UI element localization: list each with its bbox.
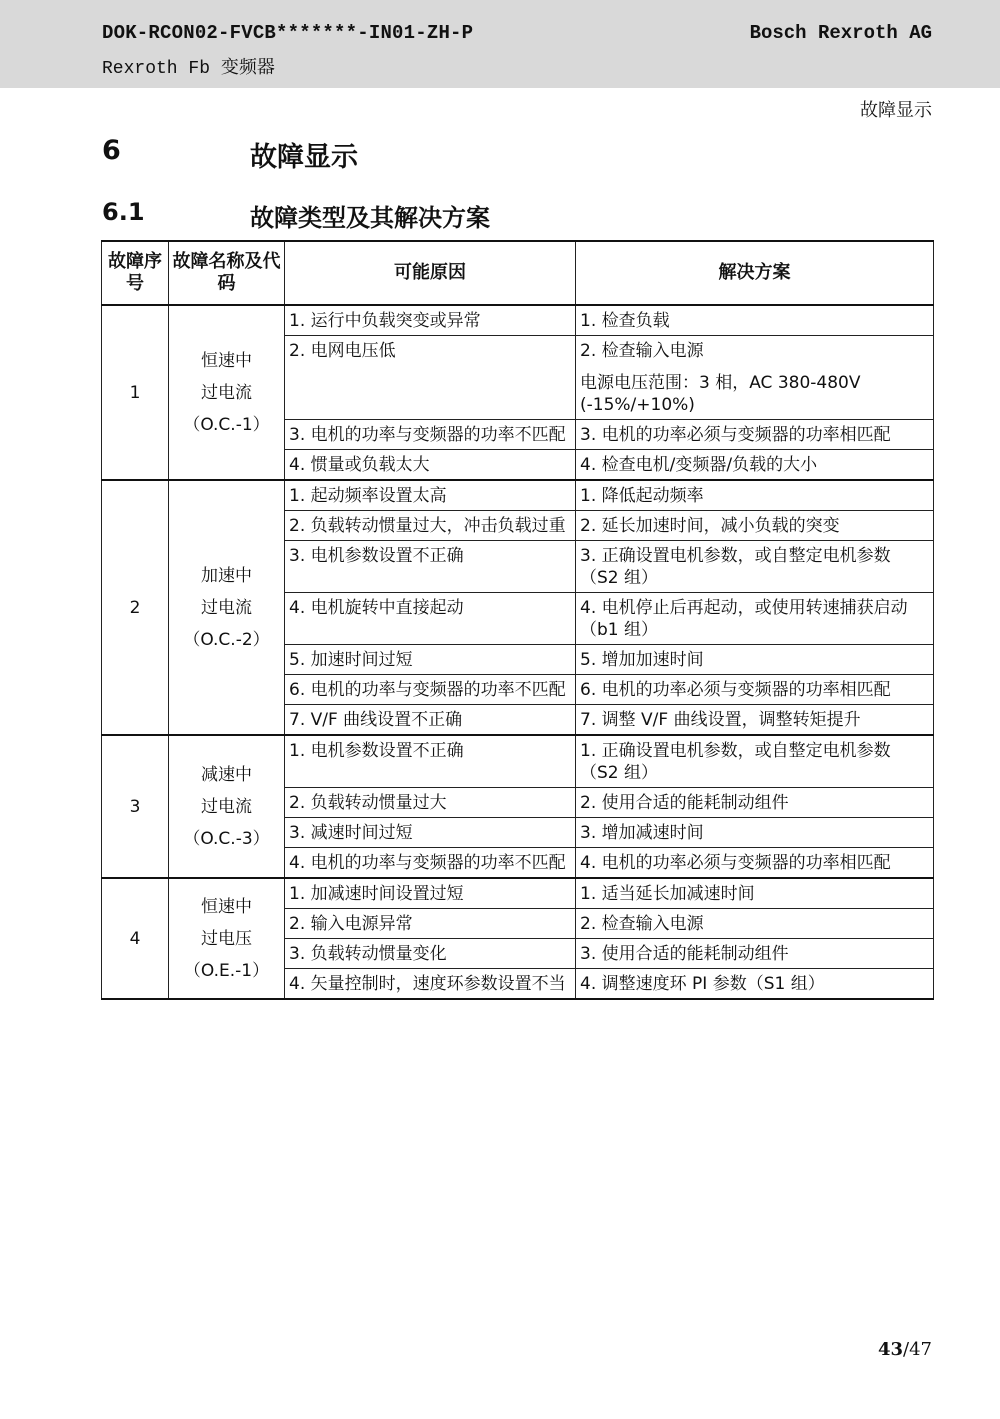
fault-group xyxy=(102,480,934,735)
solution-text: 2. 检查输入电源 xyxy=(580,914,704,934)
solution xyxy=(576,848,934,879)
solution-text: 1. 正确设置电机参数，或自整定电机参数（S2 组） xyxy=(580,741,891,783)
solution xyxy=(576,593,934,645)
solution xyxy=(576,336,934,420)
section-title: 故障类型及其解决方案 xyxy=(250,204,490,232)
fault-name xyxy=(169,305,285,480)
solution xyxy=(576,878,934,909)
possible-cause: 2. 电网电压低 xyxy=(285,336,576,420)
possible-cause: 7. V/F 曲线设置不正确 xyxy=(285,705,576,736)
chapter-number: 6 xyxy=(102,135,121,166)
section-number: 6.1 xyxy=(102,198,145,226)
solution-text: 3. 正确设置电机参数，或自整定电机参数（S2 组） xyxy=(580,546,891,588)
solution-text: 2. 使用合适的能耗制动组件 xyxy=(580,793,789,813)
possible-cause: 1. 加减速时间设置过短 xyxy=(285,878,576,909)
solution xyxy=(576,450,934,481)
table-row xyxy=(102,735,934,788)
possible-cause: 3. 减速时间过短 xyxy=(285,818,576,848)
solution-text: 1. 检查负载 xyxy=(580,311,670,331)
solution-text: 3. 增加减速时间 xyxy=(580,823,704,843)
page-current: 43 xyxy=(877,1339,904,1360)
possible-cause: 5. 加速时间过短 xyxy=(285,645,576,675)
fault-name-line: （O.C.-1） xyxy=(183,414,270,435)
fault-name-line: （O.E.-1） xyxy=(183,960,270,981)
solution-text: 4. 调整速度环 PI 参数（S1 组） xyxy=(580,974,825,994)
possible-cause: 1. 运行中负载突变或异常 xyxy=(285,305,576,336)
possible-cause: 4. 电机的功率与变频器的功率不匹配 xyxy=(285,848,576,879)
fault-name-line: 过电流 xyxy=(201,597,252,618)
header-fault-index: 故障序号 xyxy=(102,241,169,305)
fault-group xyxy=(102,735,934,878)
product-name: Rexroth Fb 变频器 xyxy=(102,59,275,79)
fault-name-line: （O.C.-3） xyxy=(183,828,270,849)
possible-cause: 1. 起动频率设置太高 xyxy=(285,480,576,511)
solution-text: 2. 检查输入电源 xyxy=(580,341,704,361)
solution xyxy=(576,675,934,705)
solution-text: 7. 调整 V/F 曲线设置，调整转矩提升 xyxy=(580,710,861,730)
possible-cause: 3. 电机参数设置不正确 xyxy=(285,541,576,593)
header-solution: 解决方案 xyxy=(576,241,934,305)
solution xyxy=(576,735,934,788)
solution-text: 1. 降低起动频率 xyxy=(580,486,704,506)
fault-name-line: 过电流 xyxy=(201,796,252,817)
solution-text: 3. 使用合适的能耗制动组件 xyxy=(580,944,789,964)
possible-cause: 2. 输入电源异常 xyxy=(285,909,576,939)
possible-cause: 6. 电机的功率与变频器的功率不匹配 xyxy=(285,675,576,705)
possible-cause: 3. 负载转动惯量变化 xyxy=(285,939,576,969)
solution xyxy=(576,909,934,939)
solution-text: 1. 适当延长加减速时间 xyxy=(580,884,755,904)
running-section-title: 故障显示 xyxy=(860,100,932,121)
fault-name-line: 过电流 xyxy=(201,382,252,403)
fault-index: 2 xyxy=(102,480,169,735)
solution xyxy=(576,818,934,848)
fault-name xyxy=(169,480,285,735)
solution xyxy=(576,705,934,736)
possible-cause: 4. 惯量或负载太大 xyxy=(285,450,576,481)
solution xyxy=(576,511,934,541)
company-name: Bosch Rexroth AG xyxy=(749,22,932,44)
page-number xyxy=(878,1339,932,1360)
fault-name-line: 恒速中 xyxy=(201,350,252,371)
solution xyxy=(576,305,934,336)
header-possible-cause: 可能原因 xyxy=(285,241,576,305)
fault-name-line: 过电压 xyxy=(201,928,252,949)
possible-cause: 1. 电机参数设置不正确 xyxy=(285,735,576,788)
fault-table xyxy=(101,240,934,1000)
solution-note: 电源电压范围：3 相，AC 380-480V (-15%/+10%) xyxy=(580,373,861,415)
possible-cause: 2. 负载转动惯量过大 xyxy=(285,788,576,818)
fault-name xyxy=(169,878,285,999)
fault-index: 1 xyxy=(102,305,169,480)
solution-text: 4. 电机的功率必须与变频器的功率相匹配 xyxy=(580,853,891,873)
fault-index: 4 xyxy=(102,878,169,999)
solution xyxy=(576,788,934,818)
fault-name-line: 减速中 xyxy=(201,764,252,785)
solution xyxy=(576,420,934,450)
solution-text: 2. 延长加速时间，减小负载的突变 xyxy=(580,516,840,536)
solution xyxy=(576,969,934,1000)
document-code: DOK-RCON02-FVCB*******-IN01-ZH-P xyxy=(102,22,474,44)
table-row xyxy=(102,878,934,909)
possible-cause: 3. 电机的功率与变频器的功率不匹配 xyxy=(285,420,576,450)
solution xyxy=(576,939,934,969)
chapter-title: 故障显示 xyxy=(250,142,358,173)
table-row xyxy=(102,305,934,336)
solution-text: 5. 增加加速时间 xyxy=(580,650,704,670)
solution-text: 4. 电机停止后再起动，或使用转速捕获启动（b1 组） xyxy=(580,598,908,640)
solution-text: 3. 电机的功率必须与变频器的功率相匹配 xyxy=(580,425,891,445)
solution-text: 6. 电机的功率必须与变频器的功率相匹配 xyxy=(580,680,891,700)
solution xyxy=(576,645,934,675)
fault-name xyxy=(169,735,285,878)
possible-cause: 4. 矢量控制时，速度环参数设置不当 xyxy=(285,969,576,1000)
solution xyxy=(576,541,934,593)
table-row xyxy=(102,480,934,511)
solution xyxy=(576,480,934,511)
solution-text: 4. 检查电机/变频器/负载的大小 xyxy=(580,455,818,475)
fault-name-line: 恒速中 xyxy=(201,896,252,917)
fault-index: 3 xyxy=(102,735,169,878)
fault-group xyxy=(102,878,934,999)
fault-group xyxy=(102,305,934,480)
fault-name-line: 加速中 xyxy=(201,565,252,586)
possible-cause: 4. 电机旋转中直接起动 xyxy=(285,593,576,645)
fault-name-line: （O.C.-2） xyxy=(183,629,270,650)
possible-cause: 2. 负载转动惯量过大，冲击负载过重 xyxy=(285,511,576,541)
table-header-row xyxy=(102,241,934,305)
header-fault-name: 故障名称及代码 xyxy=(169,241,285,305)
page-total: /47 xyxy=(903,1339,932,1360)
